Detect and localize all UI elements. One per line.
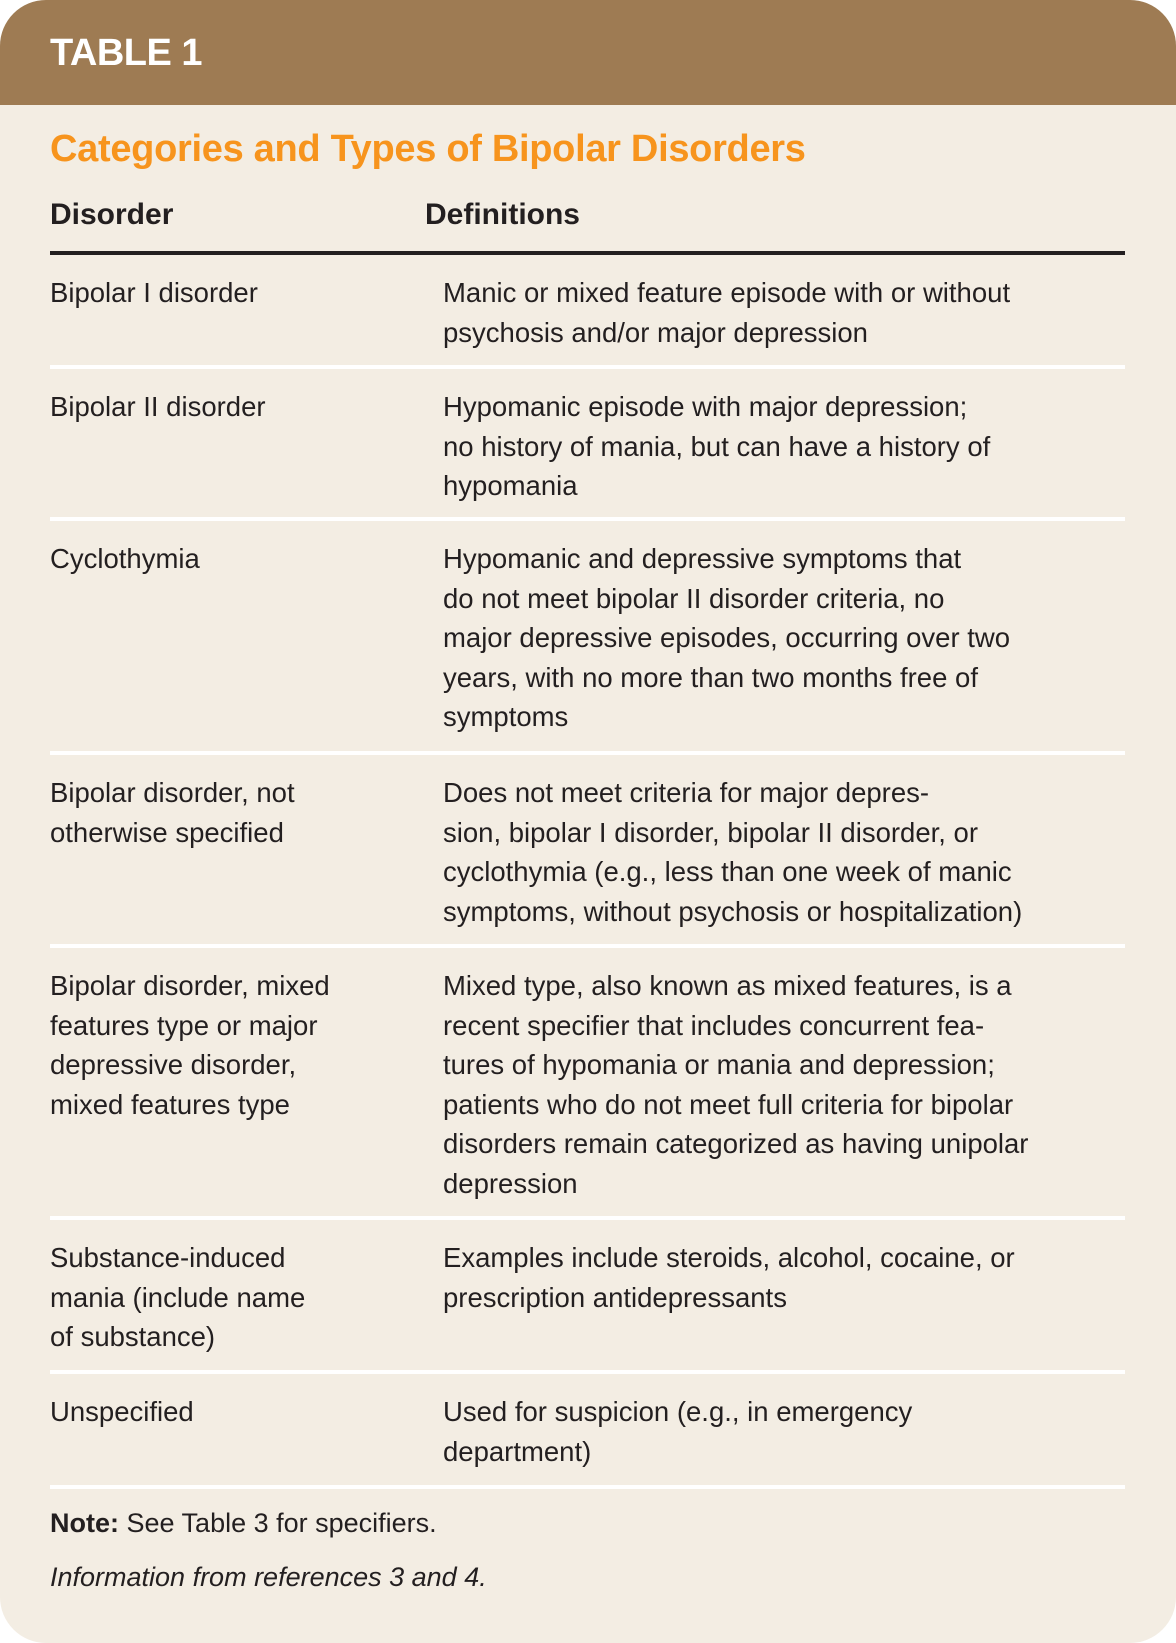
cell-line: sion, bipolar I disorder, bipolar II disorder, or	[443, 816, 979, 848]
cell-line: Hypomanic episode with major depression;	[443, 391, 968, 422]
cell-line: mania (include name	[50, 1281, 306, 1313]
cell-line: psychosis and/or major depression	[443, 316, 868, 348]
table-row	[50, 1220, 1125, 1374]
table-row	[50, 755, 1125, 948]
disorder-cell	[50, 773, 295, 852]
cell-line: department)	[443, 1435, 592, 1467]
cell-line: Examples include steroids, alcohol, cocaine, or	[443, 1242, 1015, 1273]
cell-line: patients who do not meet full criteria for bipolar	[443, 1088, 1014, 1120]
cell-line: Unspecified	[50, 1396, 194, 1427]
cell-line: Bipolar I disorder	[50, 277, 258, 308]
note-text: See Table 3 for specifiers.	[119, 1508, 437, 1538]
cell-line: Substance-induced	[50, 1242, 286, 1273]
table-title: Categories and Types of Bipolar Disorders	[50, 128, 806, 170]
cell-line: mixed features type	[50, 1088, 290, 1120]
cell-line: disorders remain categorized as having unipolar	[443, 1128, 1029, 1159]
table-note	[50, 1508, 437, 1539]
cell-line: cyclothymia (e.g., less than one week of manic	[443, 856, 1012, 887]
cell-line: Bipolar II disorder	[50, 391, 266, 422]
table-row	[50, 1374, 1125, 1489]
source-note: Information from references 3 and 4.	[50, 1562, 487, 1592]
definition-cell	[443, 273, 1010, 352]
cell-line: otherwise specified	[50, 816, 284, 848]
cell-line: do not meet bipolar II disorder criteria, no	[443, 582, 945, 614]
disorder-cell	[50, 273, 258, 313]
cell-line: Manic or mixed feature episode with or without	[443, 277, 1011, 308]
definition-cell	[443, 387, 990, 506]
cell-line: major depressive episodes, occurring over two	[443, 622, 1011, 653]
definition-cell	[443, 773, 1022, 931]
cell-line: depressive disorder,	[50, 1049, 297, 1080]
header-disorder: Disorder	[50, 198, 174, 231]
definition-cell	[443, 966, 1028, 1203]
cell-line: Does not meet criteria for major depres-	[443, 777, 930, 808]
cell-line: tures of hypomania or mania and depression;	[443, 1049, 995, 1080]
note-label: Note:	[50, 1508, 119, 1538]
header-definitions: Definitions	[425, 198, 580, 231]
table-label-band	[0, 0, 1176, 105]
cell-line: Bipolar disorder, mixed	[50, 970, 330, 1001]
table-number: TABLE 1	[50, 32, 203, 74]
cell-line: depression	[443, 1167, 578, 1199]
cell-line: Hypomanic and depressive symptoms that	[443, 543, 962, 574]
cell-line: no history of mania, but can have a history of	[443, 430, 991, 462]
cell-line: Used for suspicion (e.g., in emergency	[443, 1396, 913, 1427]
cell-line: recent specifier that includes concurrent fea-	[443, 1009, 985, 1041]
disorder-cell	[50, 539, 200, 579]
cell-line: symptoms, without psychosis or hospitalization)	[443, 895, 1023, 927]
cell-line: symptoms	[443, 701, 569, 732]
disorder-cell	[50, 387, 266, 427]
cell-line: years, with no more than two months free of	[443, 661, 978, 693]
table-row	[50, 369, 1125, 521]
cell-line: Mixed type, also known as mixed features, is a	[443, 970, 1012, 1001]
disorder-cell	[50, 1238, 305, 1357]
cell-line: features type or major	[50, 1009, 318, 1041]
cell-line: prescription antidepressants	[443, 1281, 787, 1313]
cell-line: Bipolar disorder, not	[50, 777, 295, 808]
disorder-cell	[50, 1392, 194, 1432]
definition-cell	[443, 539, 1010, 737]
table-header	[50, 196, 1125, 255]
table-body	[50, 255, 1125, 1489]
cell-line: of substance)	[50, 1321, 216, 1352]
definition-cell	[443, 1392, 912, 1471]
table-row	[50, 948, 1125, 1220]
definition-cell	[443, 1238, 1015, 1317]
cell-line: Cyclothymia	[50, 543, 200, 574]
disorder-cell	[50, 966, 330, 1124]
cell-line: hypomania	[443, 470, 578, 501]
table-row	[50, 521, 1125, 755]
table-row	[50, 255, 1125, 369]
